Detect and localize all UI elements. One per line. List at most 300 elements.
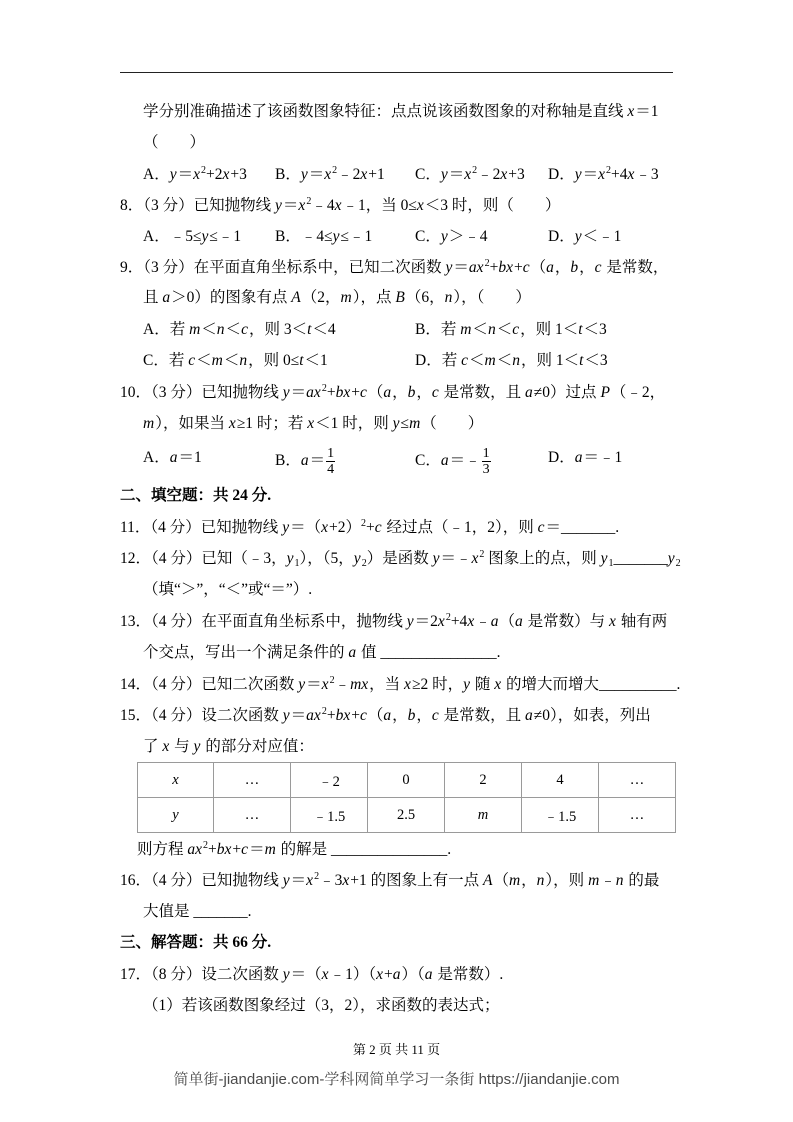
text-segment: A．若 [143, 321, 190, 338]
answer-blank: _______ [561, 519, 616, 536]
text-segment: ＝ [290, 707, 307, 724]
text-line [143, 994, 500, 1018]
math-variable: y [574, 166, 582, 183]
text-segment: ＝ [249, 841, 265, 858]
text-segment: A．﹣5≤ [143, 228, 202, 245]
text-segment: ， [392, 707, 408, 724]
fraction [482, 446, 491, 477]
math-variable: t [578, 321, 583, 338]
math-variable: x [298, 197, 306, 214]
superscript: 2 [479, 549, 485, 560]
math-variable: bx [498, 259, 513, 276]
math-variable: c [431, 707, 439, 724]
text-line [143, 900, 252, 924]
math-variable: c [359, 384, 367, 401]
math-variable: c [537, 519, 545, 536]
table-cell: … [599, 798, 676, 833]
math-variable: a [514, 613, 523, 630]
text-segment: ＜ [223, 352, 240, 369]
text-segment: 是常数，且 [439, 384, 526, 401]
superscript: 2 [321, 706, 327, 717]
math-variable: A [482, 872, 493, 889]
math-variable: a [162, 289, 171, 306]
text-line [143, 412, 483, 436]
text-line [143, 735, 314, 759]
text-segment: ， [392, 384, 408, 401]
answer-blank: _______________ [331, 841, 448, 858]
text-segment: 了 [143, 738, 163, 755]
math-variable: c [512, 321, 520, 338]
text-line [143, 641, 501, 665]
answer-option [275, 446, 336, 477]
text-segment: ＝ [306, 676, 322, 693]
table-row [138, 798, 676, 833]
math-variable: y [169, 166, 177, 183]
text-segment: ＝1 [635, 103, 659, 120]
math-variable: m [340, 289, 352, 306]
text-line [120, 610, 667, 634]
math-variable: t [299, 352, 304, 369]
text-segment: （ [493, 872, 509, 889]
section-heading-text: 三、解答题：共 66 分. [120, 934, 272, 951]
math-variable: c [188, 352, 196, 369]
section-heading-text: 二、填空题：共 24 分. [120, 487, 272, 504]
text-segment: （ ） [143, 134, 206, 151]
math-variable: a [348, 644, 357, 661]
math-variable: a [490, 613, 499, 630]
math-variable: x [334, 197, 342, 214]
math-variable: a [300, 452, 309, 470]
text-segment: ），点 [352, 289, 396, 306]
text-segment: . [676, 676, 681, 693]
math-variable: ax [306, 707, 321, 724]
text-segment: ＝ [545, 519, 562, 536]
fraction [326, 446, 335, 477]
fraction-numerator: 1 [327, 446, 335, 461]
math-variable: c [522, 259, 530, 276]
math-variable: n [239, 352, 248, 369]
superscript: 2 [484, 258, 490, 269]
text-segment: 与 [170, 738, 194, 755]
text-segment: 则方程 [137, 841, 188, 858]
section-heading [120, 484, 271, 508]
text-segment: ，则 3＜ [248, 321, 308, 338]
text-segment: + [326, 707, 336, 724]
math-variable: n [216, 321, 225, 338]
text-segment: ﹣4 [311, 197, 335, 214]
math-variable: y [445, 259, 453, 276]
text-segment: （ ） [421, 415, 484, 432]
text-segment: ＜ [225, 321, 242, 338]
math-variable: ax [306, 384, 321, 401]
text-segment: B．﹣4≤ [275, 228, 333, 245]
text-segment: ＝ [177, 166, 194, 183]
math-variable: y [300, 166, 308, 183]
text-line [120, 256, 668, 280]
answer-option [415, 318, 607, 342]
math-variable: x [307, 415, 315, 432]
superscript: 2 [306, 196, 312, 207]
text-segment: + [383, 966, 393, 983]
text-segment: 的解是 [276, 841, 332, 858]
text-segment: ＝ [582, 166, 599, 183]
text-segment: D． [548, 166, 575, 183]
math-variable: n [615, 872, 624, 889]
text-segment: ＜3 时，则（ ） [424, 197, 561, 214]
math-variable: A [291, 289, 301, 306]
text-segment: . [496, 644, 501, 661]
text-line [143, 100, 659, 124]
text-segment: ＜﹣1 [582, 228, 622, 245]
text-segment: D．若 [415, 352, 462, 369]
math-variable: x [321, 966, 329, 983]
math-variable: t [307, 321, 312, 338]
text-segment: ＝（ [290, 966, 322, 983]
text-segment: ＝ [309, 452, 326, 470]
math-variable: b [570, 259, 579, 276]
text-segment: （ [499, 613, 515, 630]
text-segment: ≥1 时；若 [236, 415, 308, 432]
text-segment: （ [530, 259, 547, 276]
text-segment: 的最 [624, 872, 660, 889]
superscript: 2 [360, 518, 366, 529]
math-variable: b [407, 384, 416, 401]
text-segment: + [513, 259, 523, 276]
text-segment: 17．（8 分）设二次函数 [120, 966, 283, 983]
answer-option [143, 446, 202, 470]
text-line [120, 963, 503, 987]
math-variable: c [241, 321, 248, 338]
math-variable: y [432, 550, 440, 567]
text-segment: + [232, 841, 242, 858]
text-segment: ， [416, 707, 432, 724]
text-segment: ≠0），如表，列出 [533, 707, 651, 724]
answer-option [415, 446, 492, 477]
text-segment: +2） [328, 519, 361, 536]
superscript: 2 [314, 871, 320, 882]
superscript: 2 [332, 165, 338, 176]
text-segment: ≥2 时， [411, 676, 464, 693]
text-segment: 14．（4 分）已知二次函数 [120, 676, 299, 693]
text-segment: ＝ [290, 384, 307, 401]
table-cell: 2.5 [368, 798, 445, 833]
text-segment: ，则 1＜ [520, 321, 579, 338]
text-segment: （﹣2， [610, 384, 666, 401]
text-segment: + [365, 519, 375, 536]
text-segment: D． [548, 449, 575, 466]
table-cell: 0 [368, 763, 445, 798]
text-segment: 轴有两 [616, 613, 668, 630]
text-segment: ﹣2 [477, 166, 501, 183]
superscript: 2 [329, 675, 335, 686]
table-cell: 2 [445, 763, 522, 798]
text-segment: +1 的图象上有一点 [350, 872, 483, 889]
math-variable: y [282, 519, 290, 536]
text-segment: ﹣ [600, 872, 616, 889]
text-segment: ＞0）的图象有点 [171, 289, 292, 306]
math-variable: a [525, 384, 533, 401]
text-segment: +1 [368, 166, 385, 183]
math-variable: bx [335, 707, 351, 724]
text-segment: ， [579, 259, 595, 276]
math-variable: y [282, 872, 290, 889]
text-segment: ），（ ） [453, 289, 531, 306]
text-line [120, 704, 651, 728]
text-segment: 13．（4 分）在平面直角坐标系中，抛物线 [120, 613, 407, 630]
text-segment: 随 [470, 676, 495, 693]
answer-option [275, 163, 385, 187]
text-segment: ）是函数 [366, 550, 433, 567]
subscript: 2 [675, 558, 681, 569]
math-variable: y [667, 550, 675, 567]
text-line [120, 869, 659, 893]
math-variable: x [162, 738, 170, 755]
text-segment: ＝ [448, 166, 465, 183]
math-variable: x [404, 676, 411, 693]
text-segment: 的部分对应值： [201, 738, 314, 755]
text-segment: ＜ [496, 352, 513, 369]
answer-option [548, 163, 659, 187]
math-variable: a [169, 449, 178, 466]
math-variable: bx [335, 384, 351, 401]
superscript: 2 [321, 383, 327, 394]
math-variable: m [588, 872, 600, 889]
math-variable: a [383, 707, 392, 724]
page-number: 第 2 页 共 11 页 [352, 1042, 441, 1057]
text-segment: ﹣ [334, 676, 351, 693]
math-variable: t [579, 352, 584, 369]
math-variable: x [416, 197, 424, 214]
text-line [137, 838, 451, 862]
text-segment: 是常数，且 [439, 707, 526, 724]
math-variable: x [324, 166, 332, 183]
text-segment: ），（5， [299, 550, 354, 567]
math-variable: x [437, 613, 445, 630]
answer-blank: _______ [613, 550, 668, 567]
section-heading [120, 931, 271, 955]
math-variable: y [201, 228, 209, 245]
table-row-header: y [138, 798, 214, 833]
text-segment: + [326, 384, 336, 401]
text-segment: . [447, 841, 452, 858]
text-segment: C．若 [143, 352, 189, 369]
answer-option [548, 225, 621, 249]
math-variable: c [374, 519, 382, 536]
text-segment: ）（ [401, 966, 425, 983]
text-segment: （2， [301, 289, 341, 306]
math-variable: y [463, 676, 470, 693]
subscript: 1 [608, 558, 614, 569]
text-segment: ≤﹣1 [209, 228, 242, 245]
math-variable: m [143, 415, 155, 432]
text-segment: 学分别准确描述了该函数图象特征：点点说该函数图象的对称轴是直线 [143, 103, 628, 120]
text-segment: 8．（3 分）已知抛物线 [120, 197, 276, 214]
text-segment: ），则 [545, 872, 589, 889]
math-variable: y [600, 550, 608, 567]
math-variable: y [574, 228, 582, 245]
text-segment: 是常数， [602, 259, 669, 276]
text-segment: + [351, 384, 360, 401]
math-variable: a [392, 966, 401, 983]
answer-option [415, 225, 488, 249]
math-variable: P [600, 384, 610, 401]
text-segment: ＜ [201, 321, 217, 338]
math-variable: y [353, 550, 361, 567]
answer-option [415, 163, 525, 187]
text-segment: +2 [206, 166, 223, 183]
text-segment: ﹣ [475, 613, 491, 630]
value-table [137, 762, 676, 833]
text-segment: 大值是 [143, 903, 194, 920]
math-variable: bx [216, 841, 232, 858]
superscript: 2 [201, 165, 206, 176]
text-segment: ≤ [400, 415, 410, 432]
table-cell: ﹣1.5 [291, 798, 368, 833]
math-variable: y [286, 550, 294, 567]
text-segment: 个交点，写出一个满足条件的 [143, 644, 349, 661]
math-variable: x [500, 166, 508, 183]
math-variable: x [467, 613, 475, 630]
text-segment: 15．（4 分）设二次函数 [120, 707, 283, 724]
answer-blank: __________ [599, 676, 677, 693]
text-segment: 且 [143, 289, 163, 306]
text-segment: ＜ [196, 352, 212, 369]
text-segment: （6， [405, 289, 445, 306]
superscript: 2 [445, 612, 451, 623]
text-segment: ＜1 [304, 352, 328, 369]
text-segment: ﹣1）（ [329, 966, 377, 983]
text-segment: 9．（3 分）在平面直角坐标系中，已知二次函数 [120, 259, 446, 276]
text-segment: C． [415, 166, 441, 183]
math-variable: y [406, 613, 414, 630]
math-variable: m [211, 352, 223, 369]
math-variable: c [461, 352, 468, 369]
fraction-denominator: 3 [482, 462, 490, 477]
watermark-text: 简单街-jiandanjie.com-学科网简单学习一条街 https://jiandanjie.com [173, 1071, 620, 1088]
text-segment: A． [143, 449, 170, 466]
text-segment: C． [415, 228, 441, 245]
math-variable: c [431, 384, 439, 401]
text-segment: 是常数）与 [523, 613, 609, 630]
text-segment: ， [554, 259, 571, 276]
text-segment: ≤﹣1 [340, 228, 373, 245]
text-segment: ，则 0≤ [248, 352, 300, 369]
math-variable: m [264, 841, 276, 858]
text-segment: ，当 [369, 676, 405, 693]
math-variable: x [627, 103, 635, 120]
text-segment: +3 [230, 166, 247, 183]
math-variable: y [275, 197, 282, 214]
table-cell: … [214, 798, 291, 833]
text-segment: 16．（4 分）已知抛物线 [120, 872, 283, 889]
math-variable: x [193, 166, 200, 183]
text-segment: 的增大而增大 [502, 676, 600, 693]
text-segment: ＝ [290, 872, 307, 889]
text-line [120, 547, 681, 571]
math-variable: y [392, 415, 400, 432]
text-segment: ≠0）过点 [533, 384, 601, 401]
text-segment: （1）若该函数图象经过（3，2），求函数的表达式； [143, 997, 500, 1014]
text-segment: . [247, 903, 252, 920]
text-segment: ＝ [282, 197, 299, 214]
subscript: 1 [294, 558, 300, 569]
math-variable: m [484, 352, 496, 369]
text-segment: ＜3 [583, 321, 607, 338]
answer-option [275, 225, 372, 249]
text-segment: ﹣3 [635, 166, 659, 183]
subscript: 2 [361, 558, 367, 569]
math-variable: a [525, 707, 533, 724]
table-row-header: x [138, 763, 214, 798]
answer-option [548, 446, 622, 470]
math-variable: a [440, 452, 449, 470]
fraction-numerator: 1 [482, 446, 490, 461]
text-segment: 经过点（﹣1，2），则 [382, 519, 538, 536]
answer-option [143, 349, 328, 373]
math-variable: c [594, 259, 602, 276]
text-segment: ＜ [468, 352, 485, 369]
superscript: 2 [203, 840, 209, 851]
math-variable: a [424, 966, 433, 983]
math-variable: x [342, 872, 350, 889]
math-variable: c [241, 841, 249, 858]
math-variable: ax [468, 259, 484, 276]
text-segment: ＝（ [290, 519, 322, 536]
math-variable: B [395, 289, 405, 306]
text-segment: +3 [508, 166, 525, 183]
text-segment: ＝1 [178, 449, 202, 466]
text-segment: ， [416, 384, 432, 401]
text-line [120, 673, 680, 697]
math-variable: y [332, 228, 340, 245]
text-segment: ， [521, 872, 537, 889]
math-variable: n [536, 872, 545, 889]
math-variable: ax [187, 841, 203, 858]
text-segment: 11．（4 分）已知抛物线 [120, 519, 283, 536]
math-variable: a [383, 384, 392, 401]
header-rule [120, 72, 673, 73]
math-variable: x [471, 550, 479, 567]
math-variable: m [460, 321, 472, 338]
table-cell: 4 [522, 763, 599, 798]
math-variable: m [508, 872, 521, 889]
math-variable: x [222, 166, 230, 183]
text-segment: ﹣3 [319, 872, 343, 889]
math-variable: x [321, 676, 329, 693]
text-line [143, 131, 205, 155]
math-variable: x [598, 166, 605, 183]
fraction-denominator: 4 [327, 462, 335, 477]
table-cell: ﹣2 [291, 763, 368, 798]
text-segment: ＜ [496, 321, 513, 338]
math-variable: c [359, 707, 367, 724]
math-variable: n [444, 289, 453, 306]
math-variable: y [282, 707, 290, 724]
table-row [138, 763, 676, 798]
text-segment: ），如果当 [155, 415, 229, 432]
math-variable: x [321, 519, 328, 536]
text-line [120, 381, 665, 405]
table-cell: … [599, 763, 676, 798]
math-variable: x [360, 166, 368, 183]
text-segment: B． [275, 166, 301, 183]
table-cell: m [445, 798, 522, 833]
text-segment: +4 [611, 166, 628, 183]
text-segment: + [208, 841, 217, 858]
math-variable: n [487, 321, 496, 338]
text-segment: C． [415, 452, 441, 470]
text-segment: 值 [357, 644, 381, 661]
